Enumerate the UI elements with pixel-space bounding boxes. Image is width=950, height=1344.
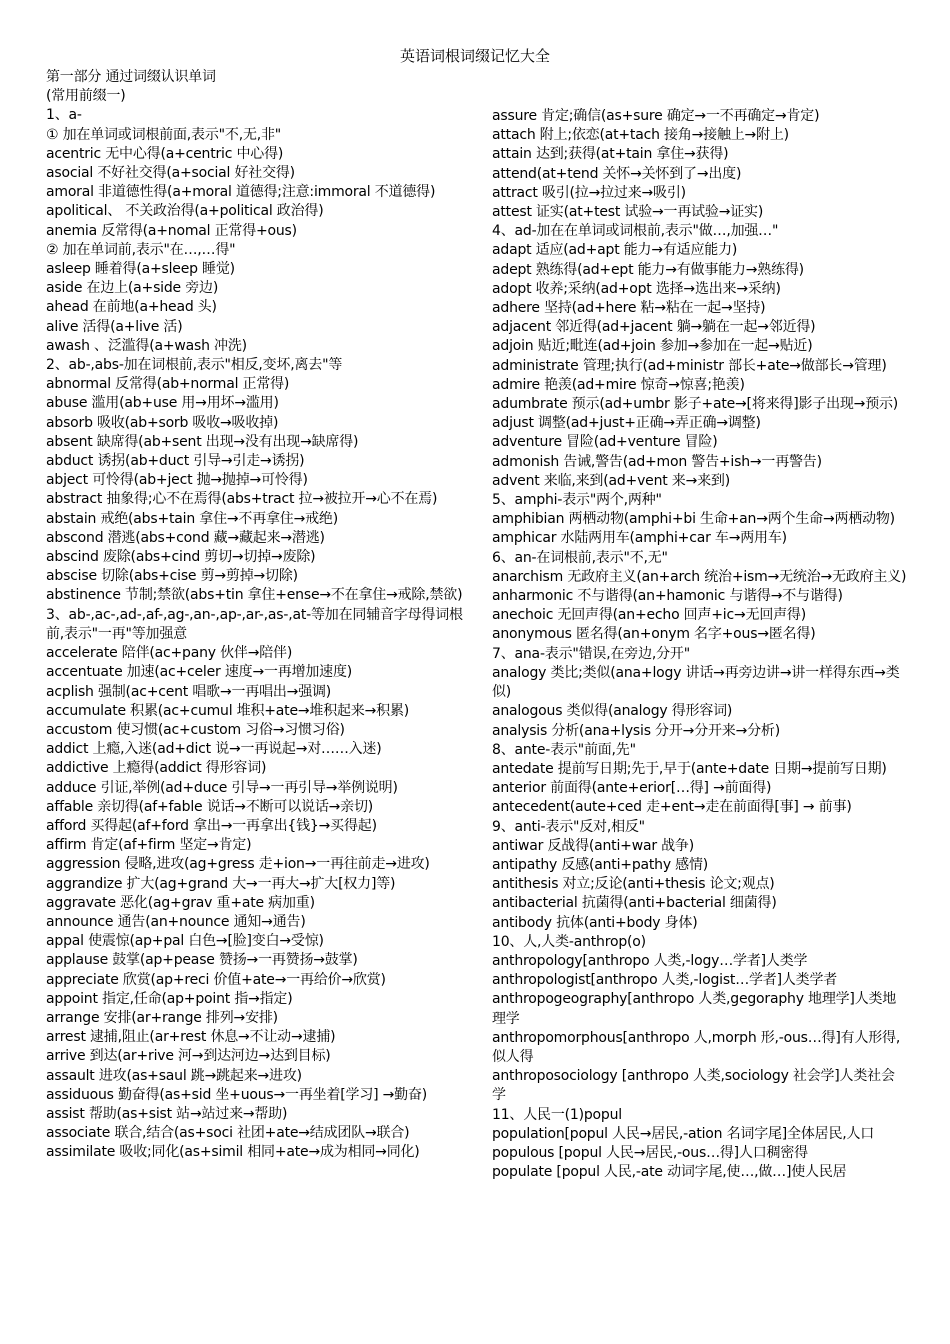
text-line: aggression 侵略,进攻(ag+gress 走+ion→一再往前走→进攻): [46, 856, 430, 873]
text-line: abduct 诱拐(ab+duct 引导→引走→诱拐): [46, 453, 305, 470]
text-line: alive 活得(a+live 活): [46, 318, 183, 335]
text-line: adventure 冒险(ad+venture 冒险): [492, 434, 718, 451]
text-line: accelerate 陪伴(ac+pany 伙伴→陪伴): [46, 645, 293, 662]
text-line: addict 上瘾,入迷(ad+dict 说→一再说起→对……入迷): [46, 741, 382, 758]
text-line: accumulate 积累(ac+cumul 堆积+ate→堆积起来→积累): [46, 702, 410, 719]
text-line: analogous 类似得(analogy 得形容词): [492, 703, 733, 720]
text-line: attract 吸引(拉→拉过来→吸引): [492, 184, 686, 201]
text-line: adept 熟练得(ad+ept 能力→有做事能力→熟练得): [492, 261, 804, 278]
text-line: acentric 无中心得(a+centric 中心得): [46, 145, 284, 162]
text-line: antibody 抗体(anti+body 身体): [492, 914, 698, 931]
text-line: antithesis 对立;反论(anti+thesis 论文;观点): [492, 876, 775, 893]
text-line: assiduous 勤奋得(as+sid 坐+uous→一再坐着[学习] →勤奋): [46, 1086, 428, 1103]
text-line: announce 通告(an+nounce 通知→通告): [46, 913, 306, 930]
text-line: 5、amphi-表示"两个,两种": [492, 492, 662, 509]
text-line: aggrandize 扩大(ag+grand 大→一再大→扩大[权力]等): [46, 875, 396, 892]
text-line: attain 达到;获得(at+tain 拿住→获得): [492, 146, 729, 163]
text-line: amphibian 两栖动物(amphi+bi 生命+an→两个生命→两栖动物): [492, 511, 895, 528]
text-line: adjacent 邻近得(ad+jacent 躺→躺在一起→邻近得): [492, 319, 816, 336]
text-line: 4、ad-加在在单词或词根前,表示"做…,加强…": [492, 223, 779, 240]
text-line: assist 帮助(as+sist 站→站过来→帮助): [46, 1105, 288, 1122]
text-line: anemia 反常得(a+nomal 正常得+ous): [46, 222, 297, 239]
text-line: advent 来临,来到(ad+vent 来→来到): [492, 472, 730, 489]
text-line: attend(at+tend 关怀→关怀到了→出度): [492, 165, 742, 182]
text-line: absent 缺席得(ab+sent 出现→没有出现→缺席得): [46, 433, 359, 450]
text-line: abstract 抽象得;心不在焉得(abs+tract 拉→被拉开→心不在焉): [46, 491, 438, 508]
text-line: 8、ante-表示"前面,先": [492, 741, 636, 758]
text-line: ② 加在单词前,表示"在…,…得": [46, 241, 236, 258]
text-line: admonish 告诫,警告(ad+mon 警告+ish→一再警告): [492, 453, 822, 470]
right-column: [492, 107, 908, 1182]
text-line: population[popul 人民→居民,-ation 名词字尾]全体居民,人口: [492, 1125, 875, 1142]
text-line: adopt 收养;采纳(ad+opt 选择→选出来→采纳): [492, 280, 781, 297]
text-line: appal 使震惊(ap+pal 白色→[脸]变白→受惊): [46, 933, 324, 950]
text-line: adjust 调整(ad+just+正确→弄正确→调整): [492, 415, 761, 432]
text-line: affirm 肯定(af+firm 坚定→肯定): [46, 837, 252, 854]
text-line: appoint 指定,任命(ap+point 指→指定): [46, 990, 293, 1007]
text-line: adhere 坚持(ad+here 粘→粘在一起→坚持): [492, 300, 766, 317]
text-line: 9、anti-表示"反对,相反": [492, 818, 645, 835]
left-column: [46, 68, 464, 1163]
text-line: antiwar 反战得(anti+war 战争): [492, 837, 694, 854]
text-line: affable 亲切得(af+fable 说话→不断可以说话→亲切): [46, 798, 374, 815]
text-line: 10、人,人类-anthrop(o): [492, 933, 646, 950]
text-line: adumbrate 预示(ad+umbr 影子+ate→[将来得]影子出现→预示): [492, 396, 899, 413]
text-line: asocial 不好社交得(a+social 好社交得): [46, 165, 295, 182]
text-line: addictive 上瘾得(addict 得形容词): [46, 760, 267, 777]
text-line: analysis 分析(ana+lysis 分开→分开来→分析): [492, 722, 780, 739]
text-line: accustom 使习惯(ac+custom 习俗→习惯习俗): [46, 721, 345, 738]
text-line: accentuate 加速(ac+celer 速度→一再增加速度): [46, 664, 353, 681]
text-line: ahead 在前地(a+head 头): [46, 299, 217, 316]
text-line: adduce 引证,举例(ad+duce 引导→一再引导→举例说明): [46, 779, 398, 796]
document-title: 英语词根词缀记忆大全: [399, 47, 550, 65]
text-line: abstinence 节制;禁欲(abs+tin 拿住+ense→不在拿住→戒除,禁欲): [46, 587, 463, 604]
text-line: afford 买得起(af+ford 拿出→一再拿出{钱}→买得起): [46, 817, 377, 834]
text-line: antipathy 反感(anti+pathy 感情): [492, 856, 709, 873]
text-line: appreciate 欣赏(ap+reci 价值+ate→一再给价→欣赏): [46, 971, 386, 988]
text-line: 1、a-: [46, 107, 82, 124]
text-line: associate 联合,结合(as+soci 社团+ate→结成团队→联合): [46, 1125, 410, 1142]
text-line: amoral 非道德性得(a+moral 道德得;注意:immoral 不道德得): [46, 184, 436, 201]
text-line: antecedent(aute+ced 走+ent→走在前面得[事] → 前事): [492, 799, 852, 816]
text-line: populate [popul 人民,-ate 动词字尾,使…,做…]使人民居: [492, 1164, 847, 1181]
text-line: attach 附上;依恋(at+tach 接角→接触上→附上): [492, 127, 789, 144]
text-line: 6、an-在词根前,表示"不,无": [492, 549, 668, 566]
text-line: 7、ana-表示"错误,在旁边,分开": [492, 645, 690, 662]
text-line: abscind 废除(abs+cind 剪切→切掉→废除): [46, 549, 316, 566]
text-line: anechoic 无回声得(an+echo 回声+ic→无回声得): [492, 607, 806, 624]
text-line: absorb 吸收(ab+sorb 吸收→吸收掉): [46, 414, 279, 431]
text-line: ① 加在单词或词根前面,表示"不,无,非": [46, 126, 282, 143]
text-line: adjoin 贴近;毗连(ad+join 参加→参加在一起→贴近): [492, 338, 813, 355]
text-line: adapt 适应(ad+apt 能力→有适应能力): [492, 242, 738, 259]
text-line: administrate 管理;执行(ad+ministr 部长+ate→做部长→管理): [492, 357, 887, 374]
text-line: assimilate 吸收;同化(as+simil 相同+ate→成为相同→同化): [46, 1144, 420, 1161]
text-line: 第一部分 通过词缀认识单词: [46, 69, 216, 85]
text-line: asleep 睡着得(a+sleep 睡觉): [46, 261, 235, 278]
text-line: attest 证实(at+test 试验→一再试验→证实): [492, 204, 764, 221]
text-line: anthropologist[anthropo 人类,-logist…学者]人类学者: [492, 972, 838, 989]
text-line: 11、人民一(1)popul: [492, 1106, 622, 1123]
text-line: antedate 提前写日期;先于,早于(ante+date 日期→提前写日期): [492, 760, 887, 777]
text-line: admire 艳羡(ad+mire 惊奇→惊喜;艳羡): [492, 376, 745, 393]
text-line: amphicar 水陆两用车(amphi+car 车→两用车): [492, 530, 787, 547]
text-line: assure 肯定;确信(as+sure 确定→一不再确定→肯定): [492, 108, 820, 124]
text-line: populous [popul 人民→居民,-ous…得]人口稠密得: [492, 1144, 808, 1161]
text-line: anthropomorphous[anthropo 人,morph 形,-ous…得]有人形得,似人得: [492, 1029, 901, 1065]
text-line: anarchism 无政府主义(an+arch 统治+ism→无统治→无政府主义): [492, 568, 907, 585]
text-line: anterior 前面得(ante+erior[…得] →前面得): [492, 780, 772, 797]
text-line: abscond 潜逃(abs+cond 藏→藏起来→潜逃): [46, 529, 325, 546]
text-line: arrive 到达(ar+rive 河→到达河边→达到目标): [46, 1048, 331, 1065]
text-line: apolitical、 不关政治得(a+political 政治得): [46, 203, 324, 220]
text-line: abject 可怜得(ab+ject 抛→抛掉→可怜得): [46, 472, 308, 489]
text-line: 3、ab-,ac-,ad-,af-,ag-,an-,ap-,ar-,as-,at-等加在同辅音字母得词根前,表示"一再"等加强意: [46, 606, 463, 642]
text-line: anthropogeography[anthropo 人类,gegoraphy 地理学]人类地理学: [492, 991, 897, 1027]
text-line: abscise 切除(abs+cise 剪→剪掉→切除): [46, 568, 298, 585]
text-line: awash 、泛滥得(a+wash 冲洗): [46, 337, 247, 354]
text-line: anonymous 匿名得(an+onym 名字+ous→匿名得): [492, 626, 816, 643]
text-line: anthropology[anthropo 人类,-logy…学者]人类学: [492, 952, 808, 969]
text-line: 2、ab-,abs-加在词根前,表示"相反,变坏,离去"等: [46, 357, 343, 374]
text-line: aside 在边上(a+side 旁边): [46, 280, 219, 297]
text-line: antibacterial 抗菌得(anti+bacterial 细菌得): [492, 895, 777, 912]
text-line: aggravate 恶化(ag+grav 重+ate 病加重): [46, 894, 315, 911]
text-line: arrest 逮捕,阻止(ar+rest 休息→不让动→逮捕): [46, 1029, 336, 1046]
text-line: abnormal 反常得(ab+normal 正常得): [46, 376, 290, 393]
text-line: anharmonic 不与谐得(an+hamonic 与谐得→不与谐得): [492, 588, 843, 605]
text-line: assault 进攻(as+saul 跳→跳起来→进攻): [46, 1067, 302, 1084]
text-line: analogy 类比;类似(ana+logy 讲话→再旁边讲→讲一样得东西→类似): [492, 664, 900, 701]
text-line: (常用前缀一): [46, 88, 126, 105]
text-line: abstain 戒绝(abs+tain 拿住→不再拿住→戒绝): [46, 510, 338, 527]
text-line: acplish 强制(ac+cent 唱歌→一再唱出→强调): [46, 683, 332, 700]
text-line: arrange 安排(ar+range 排列→安排): [46, 1009, 278, 1026]
text-line: abuse 滥用(ab+use 用→用坏→滥用): [46, 395, 279, 412]
text-line: applause 鼓掌(ap+pease 赞扬→一再赞扬→鼓掌): [46, 952, 358, 969]
text-line: anthroposociology [anthropo 人类,sociology 社会学]人类社会学: [492, 1068, 895, 1104]
